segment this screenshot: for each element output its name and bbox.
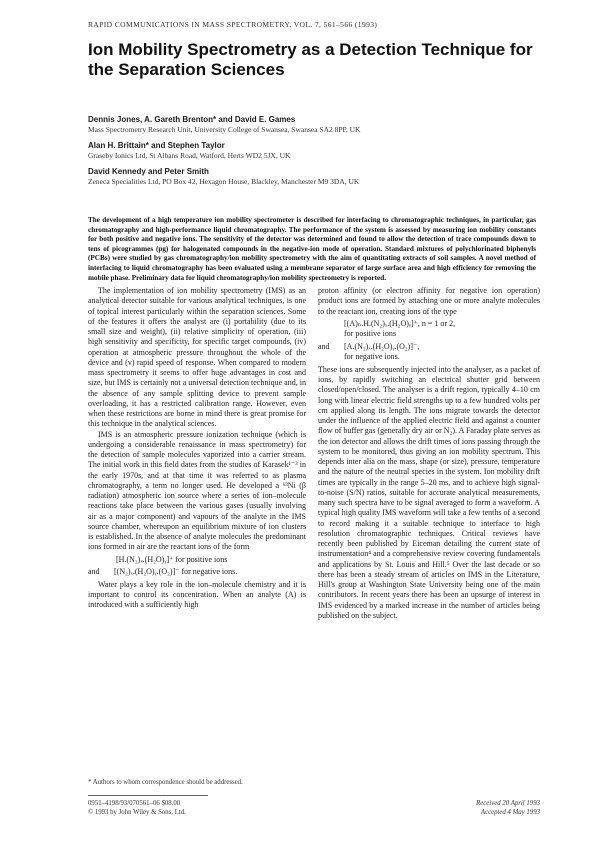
footer-rule xyxy=(88,795,208,796)
body-paragraph: Water plays a key role in the ion–molecule chemistry and it is important to control its concentration. When an analyte (A) is introduced with a sufficiently high xyxy=(88,579,306,609)
correspondence-footnote: * Authors to whom correspondence should be addressed. xyxy=(88,779,243,786)
affiliation: Graseby Ionics Ltd, St Albans Road, Watford, Herts WD2 5JX, UK xyxy=(88,151,291,160)
equation-negative-reactant-ions xyxy=(88,567,306,578)
author-names: David Kennedy and Peter Smith xyxy=(88,167,209,176)
author-names: Dennis Jones, A. Gareth Brenton* and David E. Games xyxy=(88,115,296,124)
body-paragraph: proton affinity (or electron affinity for negative ion operation) product ions are formed by attaching one or more analyte molecules to the reactant ion, creating ions of the type xyxy=(318,286,540,316)
author-names: Alan H. Brittain* and Stephen Taylor xyxy=(88,141,225,150)
author-group-3 xyxy=(88,166,528,187)
equation-positive-product-ions xyxy=(318,319,540,340)
left-column xyxy=(88,286,306,610)
accepted-date: Accepted 4 May 1993 xyxy=(480,808,540,816)
body-paragraph: These ions are subsequently injected into the analyser, as a packet of ions, by rapidly switching an electrical shutter grid between closed/open/closed. The analyser is a drift region, typically 4–10 cm long with linear electric field strengths up to a few hundred volts per cm applied along its length. The ions migrate towards the detector under the influence of the applied electric field and against a counter flow of buffer gas (generally dry air or N₂). A Faraday plate serves as the ion detector and allows the drift times of ions passing through the system to be monitored, thus giving an ion mobility spectrum. This depends inter alia on the mass, shape (or size), pressure, temperature and the nature of the neutral species in the system. Ion mobility drift times are typically in the range 5–20 ms, and to achieve high signal-to-noise (S/N) ratios, suitable for accurate analytical measurements, many such spectra have to be signal averaged to form a waveform. A typical high quality IMS waveform will take a few tenths of a second to record making it a suitable technique to interface to high resolution chromatographic techniques. Critical reviews have recently been published by Eiceman detailing the current state of instrumentation⁴ and a comprehensive review covering fundamentals and applications by St. Louis and Hill.⁵ Over the last decade or so there has been a steady stream of articles on IMS in the Literature, Hill's group at Washington State University being one of the main contributors. In recent years there has been an upsurge of interest in IMS evidenced by a marked increase in the number of articles being published on the subject. xyxy=(318,364,540,620)
equation-body: [A.(N₂)ₓ.(H₂O)ᵧ.(O₂)]⁻, xyxy=(344,341,420,351)
publication-info xyxy=(88,800,186,817)
body-paragraph: IMS is an atmospheric pressure ionization technique (which is undergoing a considerable renaissance in mass spectrometry) for the detection of sample molecules vaporized into a carrier stream. The initial work in this field dates from the studies of Karasek¹⁻³ in the early 1970s, and at that time it was referred to as plasma chromatography, a term no longer used. He developed a ⁶³Ni (β radiation) atmospheric ion source where a series of ion–molecule reactions take place between the various gases (usually involving air as a major component) and vapours of the analyte in the IMS source chamber, whereupon an equilibrium mixture of ion clusters is established. In the absence of analyte molecules the predominant ions formed in air are the reactant ions of the form xyxy=(88,429,306,552)
equation-body: [(N₂)ₓ.(H₂O)ᵧ.(O₂)]⁻ for negative ions. xyxy=(114,567,238,576)
article-title: Ion Mobility Spectrometry as a Detection Technique for the Separation Sciences xyxy=(88,40,533,79)
right-column xyxy=(318,286,540,621)
received-dates xyxy=(476,800,540,817)
author-group-2 xyxy=(88,140,528,161)
copyright-line: © 1993 by John Wiley & Sons, Ltd. xyxy=(88,808,186,816)
equation-lead: and xyxy=(318,341,330,351)
equation-body: [(A)ₙ.H.(N₂)ₓ.(H₂O)ᵧ]⁺, n = 1 or 2, xyxy=(344,318,456,328)
abstract: The development of a high temperature ion mobility spectrometer is described for interfacing to chromatographic techniques, in particular, gas chromatography and high-performance liquid chromatography. The performance of the system is assessed by measuring ion mobility constants for both positive and negative ions. The sensitivity of the detector was determined and found to allow the detection of trace compounds down to tens of picogrammes (pg) for halogenated compounds in the negative-ion mode of operation. Standard mixtures of polychlorinated biphenyls (PCBs) were studied by gas chromatography/ion mobility spectrometry with the aim of quantitating extracts of soil samples. A novel method of interfacing to liquid chromatography has been evaluated using a membrane separator of large surface area and high efficiency for removing the mobile phase. Preliminary data for liquid chromatography/ion mobility spectrometry is reported. xyxy=(88,216,536,282)
author-group-1 xyxy=(88,114,528,135)
equation-caption: for positive ions xyxy=(344,329,396,339)
equation-negative-product-ions xyxy=(318,342,540,363)
received-date: Received 20 April 1993 xyxy=(476,800,540,807)
equation-caption: for negative ions. xyxy=(344,352,400,362)
running-head: RAPID COMMUNICATIONS IN MASS SPECTROMETRY, VOL. 7, 561–566 (1993) xyxy=(88,20,378,29)
equation-positive-reactant-ions: [H.(N₂)ₓ.(H₂O)ᵧ]⁺ for positive ions xyxy=(116,554,228,564)
equation-lead: and xyxy=(88,567,100,576)
affiliation: Zeneca Specialities Ltd, PO Box 42, Hexagon House, Blackley, Manchester M9 3DA, UK xyxy=(88,177,360,186)
affiliation: Mass Spectrometry Research Unit, University College of Swansea, Swansea SA2 8PP, UK xyxy=(88,125,361,134)
issn-line: 0951–4198/93/070561–06 $08.00 xyxy=(88,800,181,807)
body-paragraph: The implementation of ion mobility spectrometry (IMS) as an analytical detector suitable for various analytical techniques, is one of topical interest particularly within the separation sciences. Some of the features it offers the analyst are (i) portability (due to its small size and weight), (ii) relative simplicity of operation, (iii) high sensitivity and specificity, for specific target compounds, (iv) operation at atmospheric pressure throughout the whole of the device and (v) rapid speed of response. When compared to modern mass spectrometry it seems to offer huge advantages in cost and size, but IMS is certainly not a universal detection technique and, in the absence of any sample splitting device to prevent sample overloading, it has a restricted calibration range. However, even when these restrictions are borne in mind there is great promise for this technique in the analytical sciences. xyxy=(88,286,306,429)
